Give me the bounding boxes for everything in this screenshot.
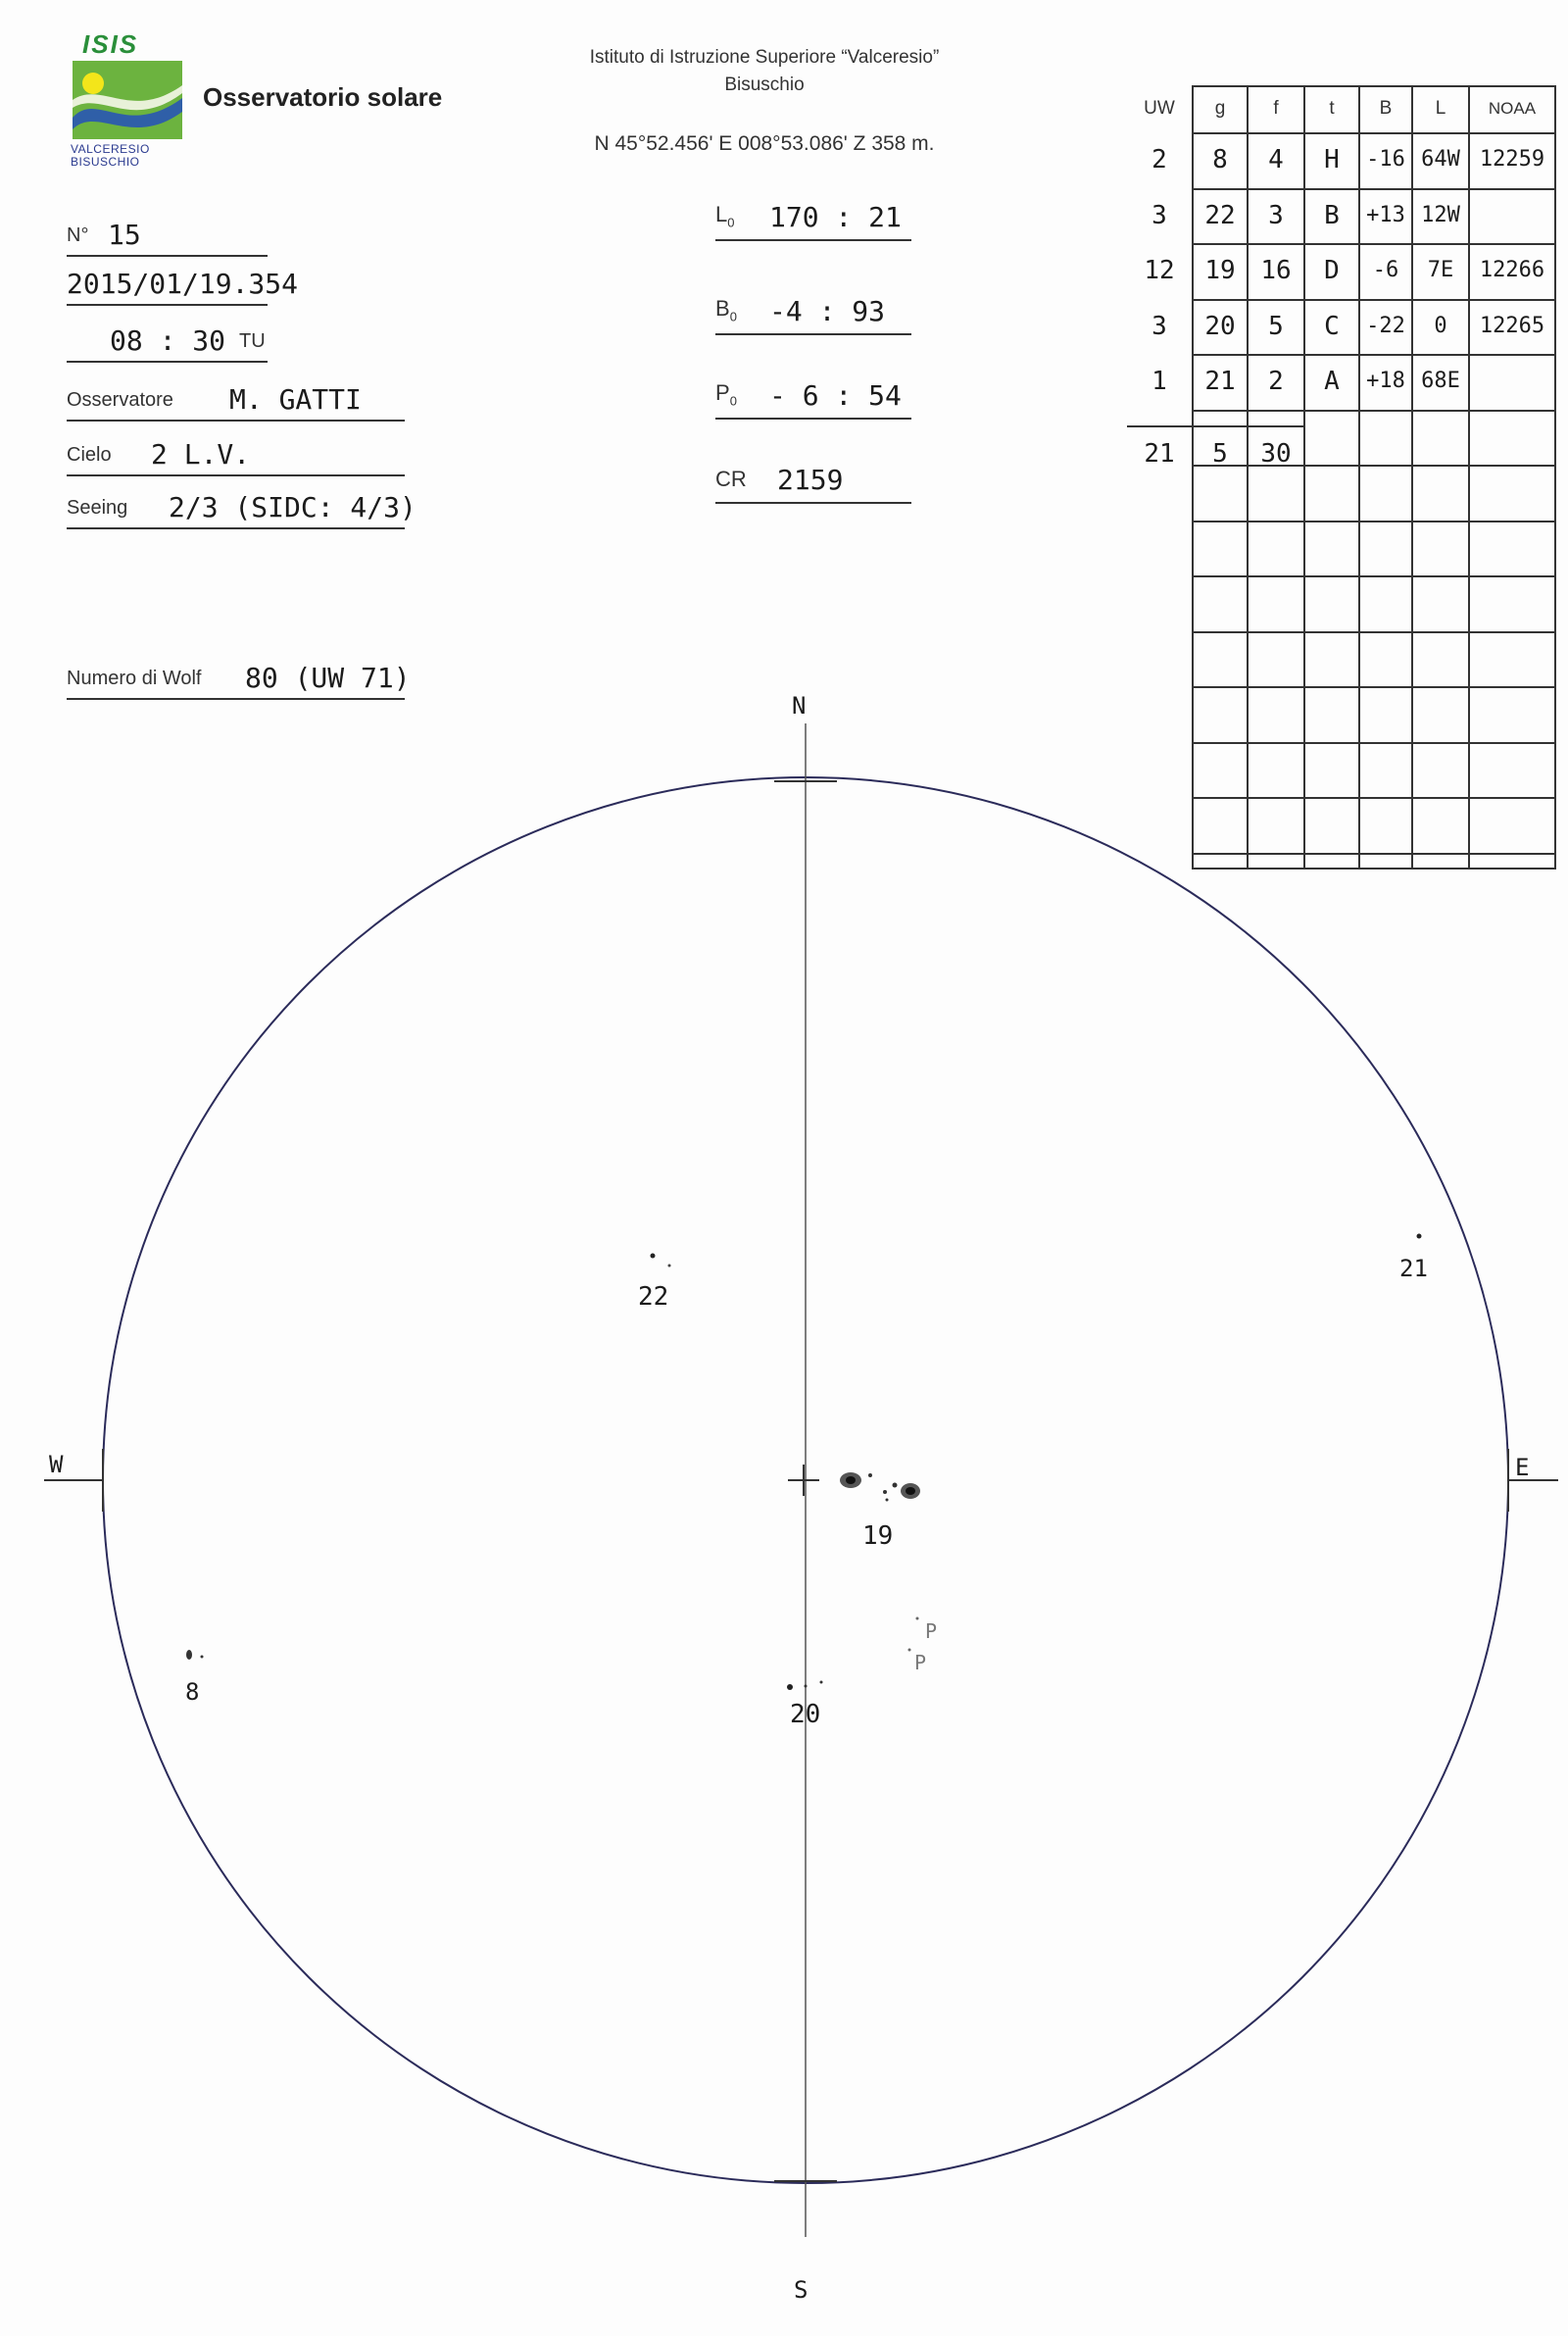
spot-19-follower-umbra <box>906 1487 915 1495</box>
total-g: 5 <box>1212 439 1228 469</box>
table-cell: 12266 <box>1479 258 1545 282</box>
spot-20b <box>805 1685 808 1688</box>
south-label: S <box>794 2276 808 2304</box>
east-label: E <box>1515 1454 1530 1481</box>
param-P0-label: P <box>715 379 730 405</box>
table-cell: 5 <box>1268 311 1284 341</box>
table-cell: 22 <box>1204 200 1236 230</box>
observer-label: Osservatore <box>67 389 173 411</box>
table-cell: D <box>1324 256 1340 285</box>
table-cell: 68E <box>1421 369 1460 393</box>
table-cell: 1 <box>1152 367 1167 396</box>
param-CR-value: 2159 <box>777 464 844 496</box>
time-value: 08 : 30 <box>110 324 226 357</box>
table-cell: +13 <box>1366 202 1405 227</box>
table-header-l: L <box>1435 98 1446 119</box>
table-cell: 4 <box>1268 145 1284 174</box>
param-CR-label: CR <box>715 467 747 491</box>
param-L0-sub: 0 <box>727 215 735 229</box>
spot-8b <box>201 1656 204 1659</box>
group-label-19: 19 <box>862 1521 894 1551</box>
spot-8a <box>186 1650 192 1660</box>
param-B0-label: B <box>715 295 730 321</box>
table-cell: -16 <box>1366 147 1405 172</box>
spot-22b <box>668 1265 671 1267</box>
time-unit: TU <box>239 330 266 352</box>
pore-label-p2: P <box>914 1651 927 1674</box>
table-cell: 19 <box>1204 256 1236 285</box>
table-header-noaa: NOAA <box>1488 99 1537 118</box>
param-B0-sub: 0 <box>729 309 737 323</box>
table-header-f: f <box>1273 98 1279 119</box>
observer-value: M. GATTI <box>229 383 362 416</box>
spot-22a <box>651 1254 656 1259</box>
logo-brand-text: ISIS <box>82 29 139 59</box>
institute-town: Bisuschio <box>724 75 805 95</box>
table-cell: -22 <box>1366 313 1405 338</box>
seeing-label: Seeing <box>67 497 128 519</box>
logo-subtitle-2: BISUSCHIO <box>71 155 140 169</box>
table-cell: 3 <box>1152 311 1167 341</box>
group-label-20: 20 <box>790 1700 821 1729</box>
wolf-number-label: Numero di Wolf <box>67 668 202 689</box>
observatory-title: Osservatorio solare <box>203 82 443 112</box>
table-cell: 7E <box>1427 258 1454 282</box>
table-cell: -6 <box>1372 258 1399 282</box>
table-cell: 3 <box>1268 200 1284 230</box>
number-value: 15 <box>108 219 141 251</box>
table-cell: 12265 <box>1479 313 1545 338</box>
spot-21 <box>1417 1234 1422 1239</box>
table-cell: 8 <box>1212 145 1228 174</box>
table-cell: 16 <box>1260 256 1292 285</box>
param-P0-value: - 6 : 54 <box>769 379 902 412</box>
group-label-8: 8 <box>185 1678 200 1706</box>
sky-value: 2 L.V. <box>151 438 251 471</box>
wolf-number-value: 80 (UW 71) <box>245 662 411 694</box>
param-L0-label: L <box>715 201 728 226</box>
table-cell: H <box>1324 145 1340 174</box>
number-label: N° <box>67 224 89 246</box>
north-label: N <box>792 692 807 720</box>
logo-subtitle-1: VALCERESIO <box>71 142 150 156</box>
table-cell: 64W <box>1421 147 1460 172</box>
observatory-coordinates: N 45°52.456' E 008°53.086' Z 358 m. <box>594 132 935 155</box>
table-cell: +18 <box>1366 369 1405 393</box>
spot-19-d <box>883 1490 887 1494</box>
spot-19-e <box>893 1483 898 1488</box>
spot-19-f <box>886 1499 889 1502</box>
table-cell: 2 <box>1152 145 1167 174</box>
group-label-21: 21 <box>1399 1255 1428 1282</box>
institute-name: Istituto di Istruzione Superiore “Valceresio” <box>589 47 940 68</box>
table-cell: 3 <box>1152 200 1167 230</box>
table-cell: 12 <box>1144 256 1175 285</box>
table-header-b: B <box>1379 98 1393 119</box>
param-B0-value: -4 : 93 <box>769 295 886 327</box>
spot-19-leader-umbra <box>846 1476 856 1484</box>
table-cell: 0 <box>1434 313 1447 338</box>
table-cell: C <box>1324 311 1340 341</box>
table-cell: 12W <box>1421 202 1460 227</box>
group-label-22: 22 <box>638 1282 669 1312</box>
total-f: 30 <box>1260 439 1292 469</box>
table-header-t: t <box>1329 98 1335 119</box>
spot-19-c <box>868 1473 872 1477</box>
spot-20c <box>820 1681 823 1684</box>
pore-p1 <box>916 1617 919 1620</box>
table-cell: A <box>1324 367 1340 396</box>
seeing-value: 2/3 (SIDC: 4/3) <box>169 491 416 523</box>
table-cell: 20 <box>1204 311 1236 341</box>
table-cell: 12259 <box>1479 147 1545 172</box>
date-value: 2015/01/19.354 <box>67 268 299 300</box>
table-cell: 2 <box>1268 367 1284 396</box>
param-L0-value: 170 : 21 <box>769 201 902 233</box>
param-P0-sub: 0 <box>729 393 737 408</box>
pore-label-p1: P <box>925 1619 938 1643</box>
total-uw: 21 <box>1144 439 1175 469</box>
sky-label: Cielo <box>67 444 112 466</box>
table-cell: 21 <box>1204 367 1236 396</box>
table-cell: B <box>1324 200 1340 230</box>
spot-20a <box>787 1684 793 1690</box>
pore-p2 <box>908 1649 911 1652</box>
table-header-g: g <box>1214 98 1226 119</box>
table-header-uw: UW <box>1144 98 1175 119</box>
west-label: W <box>49 1451 64 1478</box>
